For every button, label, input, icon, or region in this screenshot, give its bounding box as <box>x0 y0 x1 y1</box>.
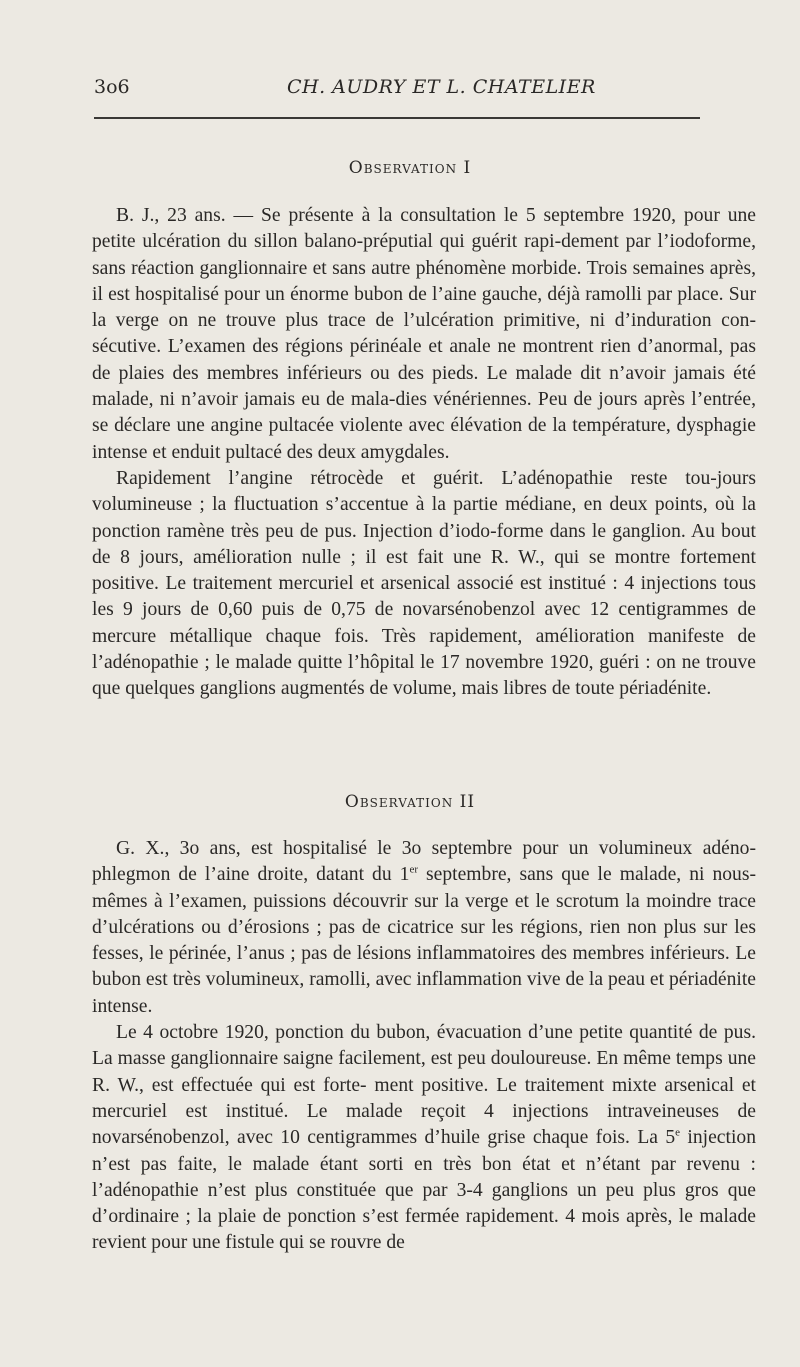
observation-1-title-word: Observation <box>348 158 458 178</box>
text-line: manifeste de l’adénopathie ; le malade quitte l’hôpital le 17 novembre <box>92 625 756 674</box>
text-line: énorme bubon de l’aine gauche, déjà ramolli par place. Sur la verge <box>92 283 756 332</box>
text-line: sécutive. L’examen des régions périnéale et anale ne montrent rien <box>92 336 631 358</box>
page-header <box>94 76 694 104</box>
observation-1-body <box>92 203 756 703</box>
text-line: on ne trouve plus trace de l’ulcération primitive, ni d’induration con- <box>168 310 757 332</box>
superscript-er: er <box>409 863 418 876</box>
text-line: peau et périadénite intense. <box>92 969 756 1017</box>
observation-2-title <box>10 792 800 812</box>
text-line: septembre, sans que <box>418 864 590 886</box>
text-line: phénomène morbide. Trois semaines après, il est hospitalisé pour un <box>92 257 756 305</box>
text-line: 1920, guéri : on ne trouve que quelques ganglions augmentés de <box>92 652 756 700</box>
text-line: deux points, où la ponction ramène très peu de pus. Injection d’iodo- <box>92 494 756 542</box>
superscript-e: e <box>675 1126 681 1139</box>
text-line: pour une petite ulcération du sillon balano-préputial qui guérit rapi- <box>92 205 757 253</box>
text-line: et enduit pultacé des deux amygdales. <box>152 441 450 463</box>
text-line: volume, mais libres de toute périadénite. <box>392 678 712 700</box>
page-number: 3o6 <box>94 76 130 98</box>
observation-1-paragraph-2 <box>92 466 756 703</box>
observation-2-title-number: II <box>459 792 476 812</box>
observation-2-paragraph-1 <box>92 836 756 1020</box>
text-line: Rapidement l’angine rétrocède et guérit. L’adénopathie reste tou- <box>116 467 717 489</box>
text-line: dement par l’iodoforme, sans réaction ganglionnaire et sans autre <box>92 231 756 279</box>
observation-1-paragraph-1 <box>92 203 756 466</box>
text-line: mercuriel et arsenical associé est institué : 4 injections tous les 9 jours <box>92 573 756 621</box>
text-line: cicatrice sur les régions, rien non plus sur les fesses, le périnée, <box>92 916 756 965</box>
text-line: adéno-phlegmon de l’aine droite, datant du 1 <box>92 838 756 886</box>
text-line: et le scrotum la moindre trace d’ulcérations ou d’érosions ; pas de <box>92 890 756 938</box>
header-rule <box>94 117 700 119</box>
text-line: forme dans le ganglion. Au bout de 8 jours, amélioration nulle ; il <box>92 520 757 568</box>
text-line: est fait une R. W., qui se montre fortement positive. Le traitement <box>92 546 756 595</box>
text-run: injection n’est pas faite, le malade étant sorti en très bon état et n’étant par revenu : l’adénopathie n’est plus constituée que par 3-4 ganglions un peu plus gros que d’ordinaire ; la plaie de ponction s’est fermée rapidement. 4 mois après, le malade revient pour une fistule qui se rouvre de <box>92 1127 756 1254</box>
text-line: B. J., 23 ans. — Se présente à la consultation le 5 septembre 1920, <box>116 205 677 226</box>
text-line: le malade, ni nous-mêmes à l’examen, puissions découvrir sur la verge <box>92 864 756 912</box>
text-run: Le 4 octobre 1920, ponction du bubon, évacuation d’une petite quantité de pus. La masse ganglionnaire saigne facilement, est peu douloureuse. En même temps une R. W., est effectuée qui est forte- ment positive. Le traitement mixte arsenical et mercuriel est institué. Le malade reçoit 4 injections intraveineuses de novarsénobenzol, avec 10 centigrammes d’huile grise chaque fois. La 5 <box>92 1022 756 1149</box>
text-line: l’anus ; pas de lésions inflammatoires des membres inférieurs. Le <box>236 943 756 965</box>
text-line: de 0,60 puis de 0,75 de novarsénobenzol avec 12 centigrammes de <box>190 599 757 621</box>
text-line: G. X., 3o ans, est hospitalisé le 3o septembre pour un volumineux <box>116 838 693 859</box>
text-line: pultacée violente avec élévation de la température, dysphagie intense <box>92 415 756 463</box>
text-line: dies vénériennes. Peu de jours après l’entrée, se déclare une angine <box>92 389 756 437</box>
text-line: malade dit n’avoir jamais été malade, ni n’avoir jamais eu de mala- <box>92 362 756 411</box>
observation-2-title-word: Observation <box>344 792 454 812</box>
observation-1-title <box>10 158 800 178</box>
observation-2-paragraph-2 <box>92 1020 756 1257</box>
observation-2-body <box>92 836 756 1257</box>
text-line: mercure métallique chaque fois. Très rapidement, amélioration <box>92 625 635 647</box>
running-head: CH. AUDRY ET L. CHATELIER <box>287 76 596 98</box>
observation-1-title-number: I <box>463 158 472 178</box>
text-line: bubon est très volumineux, ramolli, avec inflammation vive de la <box>92 969 604 991</box>
text-line: d’anormal, pas de plaies des membres inférieurs ou des pieds. Le <box>92 336 757 384</box>
text-line: jours volumineuse ; la fluctuation s’accentue à la partie médiane, en <box>92 467 756 516</box>
